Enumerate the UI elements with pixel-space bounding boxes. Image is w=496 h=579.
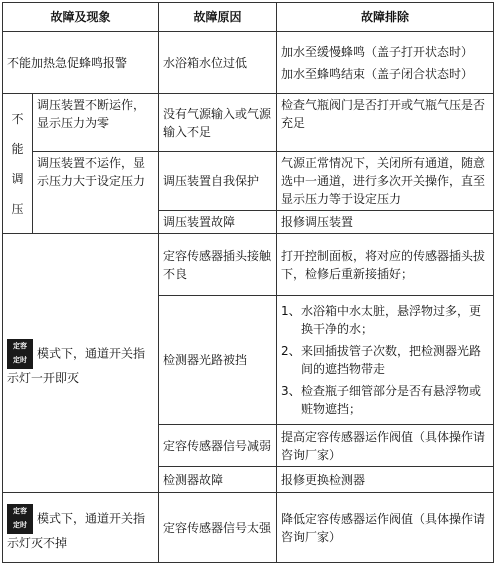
fix-cell xyxy=(277,296,494,425)
mode-icon-text: 定时 xyxy=(13,520,27,529)
list-text: 来回插拔管子次数，把检测器光路间的遮挡物带走 xyxy=(301,344,482,376)
cause-cell: 定容传感器信号太强 xyxy=(159,493,277,563)
header-row xyxy=(3,3,494,32)
fix-cell: 降低定容传感器运作阀值（具体操作请咨询厂家） xyxy=(277,493,494,563)
cause-cell: 调压装置故障 xyxy=(159,211,277,234)
symptom-text: 模式下，通道开关指示灯一开即灭 xyxy=(7,346,146,385)
fix-line: 加水至蜂鸣结束（盖子闭合状态时） xyxy=(281,66,474,81)
troubleshooting-table xyxy=(2,2,494,563)
symptom-text: 模式下，通道开关指示灯灭不掉 xyxy=(7,511,146,550)
table-row xyxy=(3,493,494,563)
symptom-cell xyxy=(3,234,159,493)
table-row xyxy=(3,94,494,152)
cause-cell: 没有气源输入或气源输入不足 xyxy=(159,94,277,152)
fix-list xyxy=(281,302,489,418)
group-label-char: 压 xyxy=(11,201,24,216)
fix-cell: 报修调压装置 xyxy=(277,211,494,234)
fix-cell: 打开控制面板，将对应的传感器插头拔下，检修后重新接插好； xyxy=(277,234,494,296)
list-number: 1、 xyxy=(281,304,301,318)
mode-icon-text: 定容 xyxy=(13,342,27,350)
table-row xyxy=(3,234,494,296)
fix-cell: 检查气瓶阀门是否打开或气瓶气压是否充足 xyxy=(277,94,494,152)
list-text: 检查瓶子细管部分是否有悬浮物或赃物遮挡； xyxy=(301,384,482,416)
group-label-char: 调 xyxy=(11,171,24,186)
group-label-vertical xyxy=(3,94,33,234)
list-item xyxy=(281,342,489,378)
fix-cell xyxy=(277,32,494,94)
group-label-char: 能 xyxy=(11,141,24,156)
cause-cell: 定容传感器插头接触不良 xyxy=(159,234,277,296)
symptom-cell xyxy=(3,493,159,563)
mode-icon-text: 定容 xyxy=(13,506,27,515)
header-cause: 故障原因 xyxy=(159,3,277,32)
cause-cell: 检测器故障 xyxy=(159,467,277,493)
symptom-cell: 调压装置不运作，显示压力大于设定压力 xyxy=(33,152,159,234)
fix-line: 加水至缓慢蜂鸣（盖子打开状态时） xyxy=(281,44,474,59)
list-text: 水浴箱中水太脏，悬浮物过多，更换干净的水； xyxy=(301,304,482,336)
header-fix: 故障排除 xyxy=(277,3,494,32)
mode-icon-text: 定时 xyxy=(13,356,27,364)
list-item xyxy=(281,302,489,338)
list-number: 2、 xyxy=(281,344,301,358)
symptom-cell: 不能加热急促蜂鸣报警 xyxy=(3,32,159,94)
cause-cell: 水浴箱水位过低 xyxy=(159,32,277,94)
cause-cell: 调压装置自我保护 xyxy=(159,152,277,211)
symptom-cell: 调压装置不断运作，显示压力为零 xyxy=(33,94,159,152)
mode-icon xyxy=(7,504,33,534)
cause-cell: 检测器光路被挡 xyxy=(159,296,277,425)
list-number: 3、 xyxy=(281,384,301,398)
mode-icon xyxy=(7,339,33,369)
list-item xyxy=(281,382,489,418)
fix-cell: 气源正常情况下，关闭所有通道，随意选中一通道，进行多次开关操作，直至显示压力等于设定压力 xyxy=(277,152,494,211)
header-symptom: 故障及现象 xyxy=(3,3,159,32)
table-row xyxy=(3,152,494,211)
fix-cell: 提高定容传感器运作阀值（具体操作请咨询厂家） xyxy=(277,425,494,467)
cause-cell: 定容传感器信号减弱 xyxy=(159,425,277,467)
table-row xyxy=(3,32,494,94)
group-label-char: 不 xyxy=(11,111,24,126)
fix-cell: 报修更换检测器 xyxy=(277,467,494,493)
